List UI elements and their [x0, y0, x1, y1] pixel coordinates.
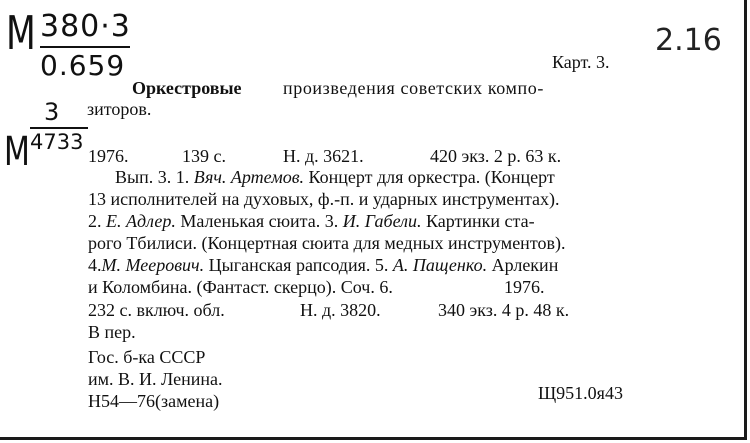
- handwritten-fraction-line-top: [40, 46, 130, 48]
- handwritten-shelf-number-bottom: 0.659: [40, 49, 126, 82]
- volume-line-5: [88, 255, 558, 275]
- volume-line-2: [88, 189, 560, 209]
- card-label: Карт. 3.: [552, 52, 610, 72]
- volume-print-run-price: 340 экз. 4 р. 48 к.: [438, 300, 570, 320]
- classification-code: Щ951.0я43: [538, 383, 623, 403]
- volume-text: 2.: [88, 211, 106, 231]
- handwritten-code-top: 3: [44, 98, 60, 126]
- volume-plate-number: Н. д. 3820.: [300, 300, 381, 320]
- volume-line-6: [88, 277, 393, 297]
- volume-text: и Коломбина. (Фантаст. скерцо). Соч. 6.: [88, 277, 393, 297]
- order-number: Н54—76(замена): [88, 391, 220, 411]
- volume-text: Картинки ста-: [421, 211, 535, 231]
- volume-text: 4.: [88, 255, 102, 275]
- pub-pages: 139 с.: [182, 146, 226, 166]
- pub-print-run-price: 420 экз. 2 р. 63 к.: [430, 146, 562, 166]
- pub-year: 1976.: [88, 146, 129, 166]
- pub-plate-number: Н. д. 3621.: [283, 146, 364, 166]
- handwritten-shelf-letter-top: М: [6, 6, 36, 60]
- composer-name: Вяч. Артемов.: [193, 167, 305, 187]
- library-line-2: им. В. И. Ленина.: [88, 369, 223, 389]
- volume-text: рого Тбилиси. (Концертная сюита для медных инструментов).: [88, 233, 566, 253]
- handwritten-fraction-line-bottom: [30, 127, 88, 129]
- volume-line-1: [115, 167, 555, 187]
- volume-line-4: [88, 233, 565, 253]
- volume-text: Вып. 3. 1.: [115, 167, 194, 187]
- title-rest: произведения советских компо-: [283, 78, 544, 98]
- handwritten-shelf-letter-bottom: М: [4, 129, 30, 175]
- composer-name: И. Габели.: [342, 211, 422, 231]
- volume-text: Маленькая сюита. 3.: [175, 211, 343, 231]
- title-line-2: зиторов.: [87, 99, 152, 119]
- handwritten-top-right-number: 2.16: [655, 23, 722, 58]
- handwritten-shelf-number-top: 380·3: [40, 9, 131, 44]
- volume-pages: 232 с. включ. обл.: [88, 300, 225, 320]
- composer-name: М. Меерович.: [101, 255, 205, 275]
- composer-name: Е. Адлер.: [106, 211, 176, 231]
- volume-text: Цыганская рапсодия. 5.: [204, 255, 393, 275]
- composer-name: А. Пащенко.: [392, 255, 488, 275]
- library-line-1: Гос. б-ка СССР: [88, 347, 206, 367]
- handwritten-code-bottom: 4733: [30, 130, 84, 154]
- volume-text: Арлекин: [487, 255, 559, 275]
- volume-text: Концерт для оркестра. (Концерт: [304, 167, 555, 187]
- binding: В пер.: [88, 322, 136, 342]
- volume-text: 13 исполнителей на духовых, ф.-п. и ударных инструментах).: [88, 189, 560, 209]
- volume-line-3: [88, 211, 535, 231]
- volume-year: 1976.: [504, 277, 545, 297]
- title-bold: Оркестровые: [132, 78, 242, 98]
